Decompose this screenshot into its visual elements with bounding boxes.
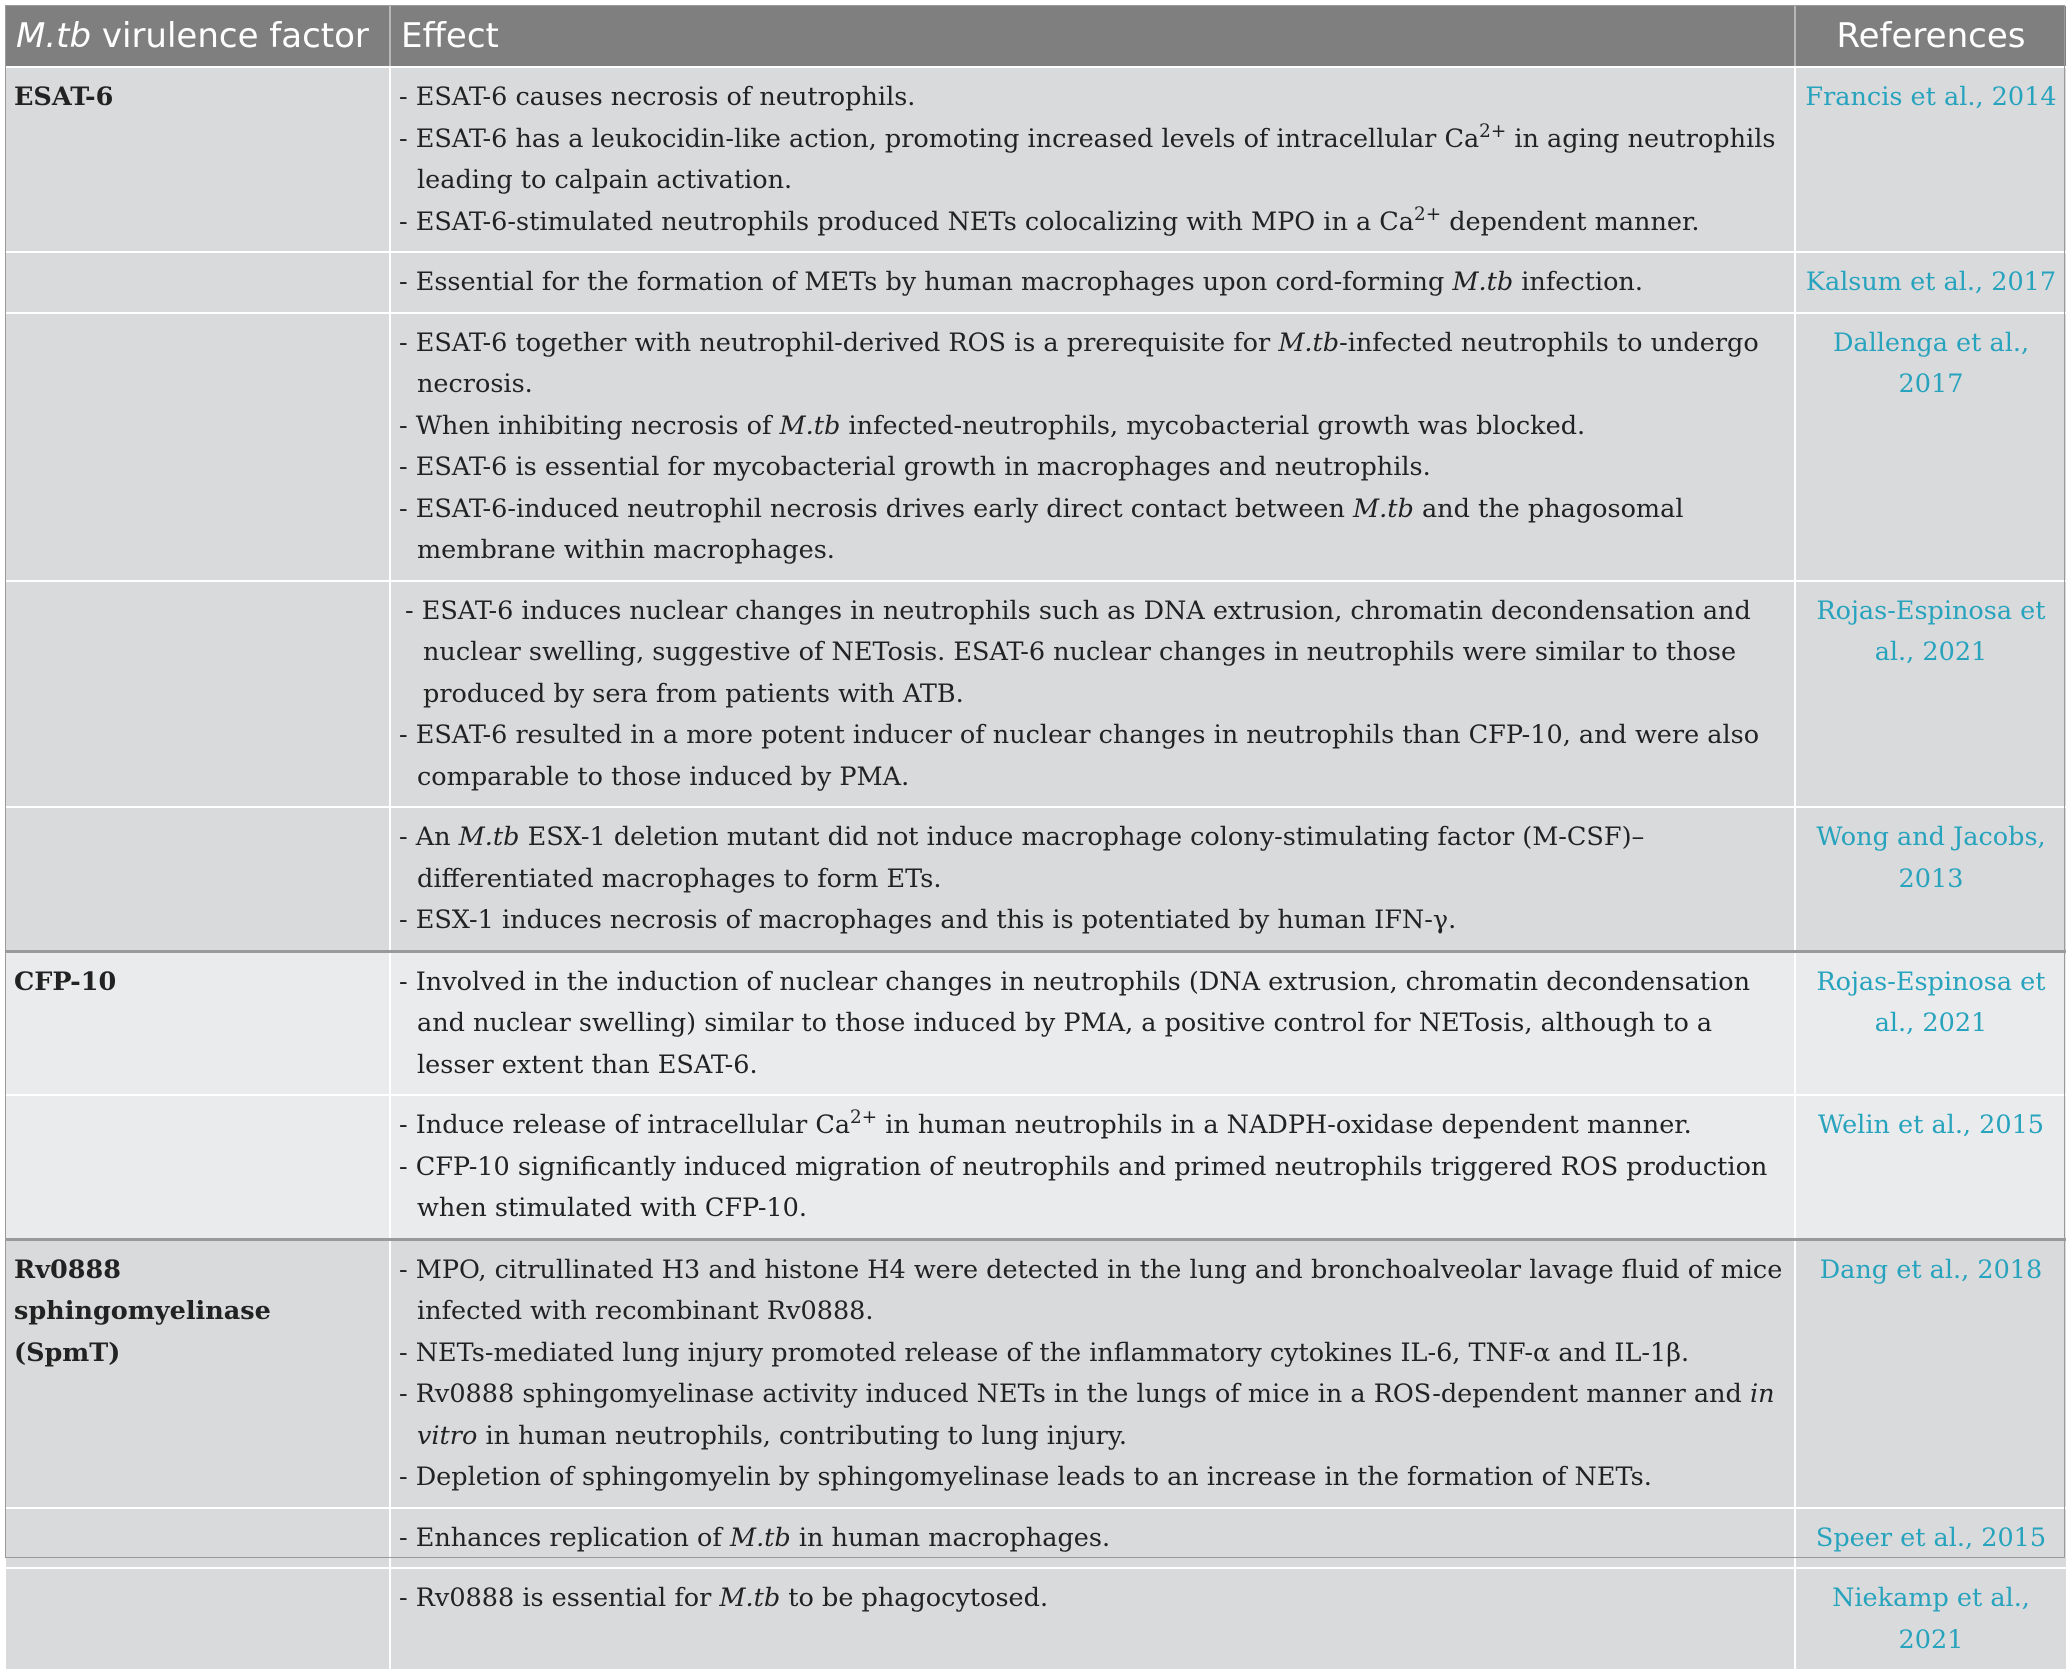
effect-text: - ESAT-6-induced neutrophil necrosis drives early direct contact between bbox=[399, 493, 1354, 524]
effect-cell bbox=[390, 1095, 1795, 1239]
virulence-factor-cell: ESAT-6 bbox=[6, 67, 390, 252]
table-row bbox=[6, 252, 2066, 313]
effect-text: - ESAT-6 causes necrosis of neutrophils. bbox=[399, 82, 916, 112]
table-row bbox=[6, 581, 2066, 808]
effect-bullet bbox=[399, 1578, 1784, 1620]
superscript: 2+ bbox=[850, 1106, 878, 1128]
effect-cell bbox=[390, 67, 1795, 252]
effect-bullet bbox=[399, 817, 1784, 900]
effect-text: ESX-1 deletion mutant did not induce macrophage colony-stimulating factor (M-CSF)–differentiated macrophages to form ETs. bbox=[417, 822, 1645, 894]
effect-text: - Induce release of intracellular Ca bbox=[399, 1110, 851, 1140]
effect-text: dependent manner. bbox=[1441, 206, 1700, 237]
effect-text: -infected neutrophils to undergo necrosis. bbox=[417, 327, 1759, 399]
effect-text: and the phagosomal membrane within macrophages. bbox=[417, 493, 1684, 565]
reference-link[interactable]: Francis et al., 2014 bbox=[1795, 67, 2066, 252]
effect-text: - ESAT-6 resulted in a more potent inducer of nuclear changes in neutrophils than CFP-10, and were also comparable to those induced by PMA. bbox=[399, 720, 1760, 792]
reference-link[interactable]: Wong and Jacobs, 2013 bbox=[1795, 807, 2066, 951]
virulence-factor-cell bbox=[6, 581, 390, 808]
table-row bbox=[6, 1239, 2066, 1508]
virulence-factor-cell bbox=[6, 313, 390, 581]
effect-text: - Enhances replication of bbox=[399, 1522, 730, 1553]
superscript: 2+ bbox=[1414, 203, 1442, 225]
effect-bullet bbox=[399, 262, 1784, 304]
virulence-factor-cell: Rv0888 sphingomyelinase (SpmT) bbox=[6, 1239, 390, 1508]
reference-link[interactable]: Rojas-Espinosa et al., 2021 bbox=[1795, 581, 2066, 808]
table-body bbox=[6, 67, 2066, 1669]
reference-link[interactable]: Niekamp et al., 2021 bbox=[1795, 1568, 2066, 1669]
effect-bullet bbox=[399, 591, 1784, 716]
virulence-factor-cell bbox=[6, 1568, 390, 1669]
reference-link[interactable]: Dang et al., 2018 bbox=[1795, 1239, 2066, 1508]
effect-bullet bbox=[399, 1333, 1784, 1375]
effect-text: - ESAT-6-stimulated neutrophils produced NETs colocalizing with MPO in a Ca bbox=[399, 206, 1415, 237]
effect-text: infection. bbox=[1513, 267, 1643, 297]
reference-link[interactable]: Dallenga et al., 2017 bbox=[1795, 313, 2066, 581]
virulence-factor-table bbox=[6, 6, 2066, 1669]
effect-bullet bbox=[399, 323, 1784, 406]
effect-bullet bbox=[399, 1374, 1784, 1457]
effect-text: - NETs-mediated lung injury promoted release of the inflammatory cytokines IL-6, TNF-α and IL-1β. bbox=[399, 1337, 1690, 1368]
reference-link[interactable]: Welin et al., 2015 bbox=[1795, 1095, 2066, 1239]
virulence-factor-cell bbox=[6, 807, 390, 951]
table-header-row bbox=[6, 6, 2066, 67]
effect-bullet bbox=[399, 447, 1784, 489]
effect-bullet bbox=[399, 489, 1784, 572]
references-column-header: References bbox=[1795, 6, 2066, 67]
reference-link[interactable]: Kalsum et al., 2017 bbox=[1795, 252, 2066, 313]
effect-text: - Involved in the induction of nuclear changes in neutrophils (DNA extrusion, chromatin decondensation and nuclear swelling) similar to those induced by PMA, a positive control for NETosis, although to a lesser extent than ESAT-6. bbox=[399, 966, 1750, 1080]
effect-bullet bbox=[399, 715, 1784, 798]
effect-cell bbox=[390, 1239, 1795, 1508]
italic-term: M.tb bbox=[1452, 267, 1514, 297]
effect-cell bbox=[390, 951, 1795, 1095]
factor-header-rest: virulence factor bbox=[91, 16, 369, 56]
italic-term: M.tb bbox=[458, 822, 520, 852]
table-row bbox=[6, 951, 2066, 1095]
effect-cell bbox=[390, 252, 1795, 313]
table-row bbox=[6, 807, 2066, 951]
factor-column-header bbox=[6, 6, 390, 67]
effect-text: in human macrophages. bbox=[790, 1522, 1111, 1553]
effect-cell bbox=[390, 1568, 1795, 1669]
effect-bullet bbox=[399, 900, 1784, 942]
virulence-factor-cell bbox=[6, 1095, 390, 1239]
table-row bbox=[6, 67, 2066, 252]
table-row bbox=[6, 1095, 2066, 1239]
effect-text: in human neutrophils in a NADPH-oxidase dependent manner. bbox=[877, 1110, 1692, 1140]
effect-cell bbox=[390, 313, 1795, 581]
effect-bullet bbox=[399, 1105, 1784, 1147]
effect-text: in aging neutrophils leading to calpain activation. bbox=[417, 123, 1776, 195]
effect-text: infected-neutrophils, mycobacterial growth was blocked. bbox=[840, 410, 1586, 441]
reference-link[interactable]: Rojas-Espinosa et al., 2021 bbox=[1795, 951, 2066, 1095]
effect-text: - An bbox=[399, 822, 459, 852]
italic-term: M.tb bbox=[1278, 327, 1340, 358]
effect-bullet bbox=[399, 1147, 1784, 1230]
effect-text: in human neutrophils, contributing to lung injury. bbox=[477, 1420, 1127, 1451]
effect-bullet bbox=[399, 1518, 1784, 1560]
effect-text: - Depletion of sphingomyelin by sphingomyelinase leads to an increase in the formation of NETs. bbox=[399, 1462, 1652, 1492]
italic-term: M.tb bbox=[779, 410, 841, 441]
effect-text: - ESAT-6 induces nuclear changes in neutrophils such as DNA extrusion, chromatin decondensation and nuclear swelling, suggestive of NETosis. ESAT-6 nuclear changes in neutrophils were similar to those produced by sera from patients with ATB. bbox=[405, 595, 1751, 709]
italic-term: in vitro bbox=[417, 1379, 1775, 1451]
italic-term: M.tb bbox=[729, 1522, 791, 1553]
reference-link[interactable]: Speer et al., 2015 bbox=[1795, 1508, 2066, 1569]
effect-cell bbox=[390, 581, 1795, 808]
effect-column-header: Effect bbox=[390, 6, 1795, 67]
effect-text: - Essential for the formation of METs by human macrophages upon cord-forming bbox=[399, 267, 1453, 297]
effect-text: - ESAT-6 together with neutrophil-derived ROS is a prerequisite for bbox=[399, 327, 1279, 358]
effect-bullet bbox=[399, 962, 1784, 1087]
table-row bbox=[6, 1568, 2066, 1669]
effect-text: - ESAT-6 has a leukocidin-like action, promoting increased levels of intracellular Ca bbox=[399, 123, 1480, 154]
effect-text: - Rv0888 is essential for bbox=[399, 1583, 720, 1613]
italic-term: M.tb bbox=[719, 1583, 781, 1613]
superscript: 2+ bbox=[1479, 120, 1507, 142]
effect-text: - ESX-1 induces necrosis of macrophages and this is potentiated by human IFN-γ. bbox=[399, 905, 1457, 935]
effect-text: - MPO, citrullinated H3 and histone H4 were detected in the lung and bronchoalveolar lavage fluid of mice infected with recombinant Rv0888. bbox=[399, 1254, 1783, 1326]
effect-bullet bbox=[399, 77, 1784, 119]
effect-text: - Rv0888 sphingomyelinase activity induced NETs in the lungs of mice in a ROS-dependent manner and bbox=[399, 1379, 1750, 1409]
factor-header-italic: M.tb bbox=[16, 16, 92, 56]
italic-term: M.tb bbox=[1353, 493, 1414, 524]
effect-text: - ESAT-6 is essential for mycobacterial growth in macrophages and neutrophils. bbox=[399, 452, 1431, 482]
table-row bbox=[6, 1508, 2066, 1569]
effect-bullet bbox=[399, 119, 1784, 202]
table-row bbox=[6, 313, 2066, 581]
virulence-factor-cell bbox=[6, 252, 390, 313]
effect-cell bbox=[390, 807, 1795, 951]
virulence-factor-cell: CFP-10 bbox=[6, 951, 390, 1095]
effect-bullet bbox=[399, 1250, 1784, 1333]
effect-text: - When inhibiting necrosis of bbox=[399, 410, 780, 441]
effect-bullet bbox=[399, 1457, 1784, 1499]
effect-bullet bbox=[399, 406, 1784, 448]
effect-bullet bbox=[399, 202, 1784, 244]
virulence-factor-cell bbox=[6, 1508, 390, 1569]
effect-cell bbox=[390, 1508, 1795, 1569]
effect-text: to be phagocytosed. bbox=[780, 1583, 1049, 1613]
effect-text: - CFP-10 significantly induced migration of neutrophils and primed neutrophils triggered ROS production when stimulated with CFP-10. bbox=[399, 1151, 1768, 1223]
